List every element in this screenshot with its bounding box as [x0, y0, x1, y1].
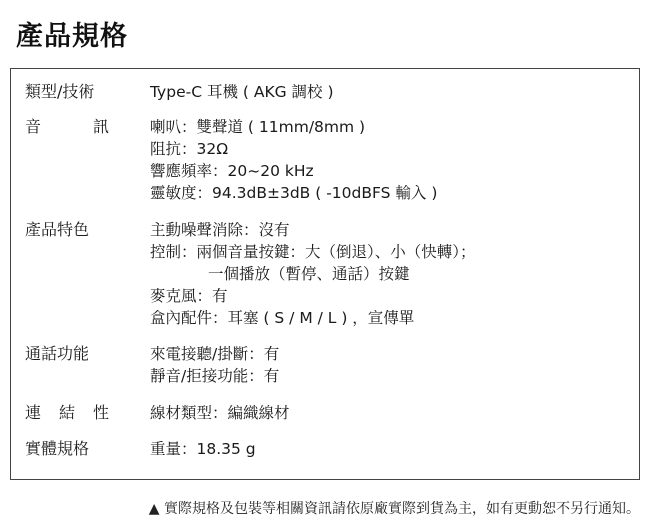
spec-value-line: 麥克風：有: [150, 287, 228, 305]
spec-values-connectivity: [150, 402, 631, 424]
spec-value-line: 盒內配件：耳塞 ( S / M / L ) ，宣傳單: [150, 309, 415, 327]
spec-values-physical: [150, 438, 631, 460]
spec-value-line: 靈敏度：94.3dB±3dB ( -10dBFS 輸入 ): [150, 184, 438, 202]
spec-value-line: 一個播放（暫停、通話）按鍵: [208, 265, 410, 283]
spec-value-line: 重量：18.35 g: [150, 440, 256, 458]
spec-label-physical: 實體規格: [25, 439, 90, 458]
spec-label-audio: [25, 116, 109, 138]
spec-value-line: 線材類型：編織線材: [150, 404, 290, 422]
spec-table: [10, 68, 640, 480]
spec-values-call: [150, 343, 631, 387]
spec-value-line: 響應頻率：20~20 kHz: [150, 162, 314, 180]
spec-label-features: 產品特色: [25, 220, 90, 239]
spec-label-char: 性: [92, 403, 109, 422]
spec-value-line: 來電接聽/掛斷：有: [150, 345, 280, 363]
spec-label-char: 訊: [92, 117, 109, 136]
spec-label-call: 通話功能: [25, 344, 90, 363]
spec-label-type: 類型/技術: [25, 82, 95, 101]
spec-label-char: 結: [58, 403, 75, 422]
spec-value-line: 阻抗：32Ω: [150, 140, 229, 158]
page-title: 產品規格: [16, 21, 128, 52]
spec-value-line: 控制：兩個音量按鍵：大（倒退）、小（快轉）；: [150, 243, 476, 261]
spec-label-char: 音: [25, 117, 42, 136]
spec-value-line: 喇叭：雙聲道 ( 11mm/8mm ): [150, 118, 366, 136]
disclaimer-footnote: ▲ 實際規格及包裝等相關資訊請依原廠實際到貨為主，如有更動恕不另行通知。: [148, 501, 640, 517]
spec-label-connectivity: [25, 402, 109, 424]
spec-values-type: [150, 81, 631, 103]
spec-value-line: 靜音/拒接功能：有: [150, 367, 280, 385]
spec-values-features: [150, 219, 631, 329]
spec-label-char: 連: [25, 403, 42, 422]
spec-value-line: 主動噪聲消除：沒有: [150, 221, 290, 239]
spec-values-audio: [150, 116, 631, 204]
spec-value-line: Type-C 耳機 ( AKG 調校 ): [150, 83, 334, 101]
